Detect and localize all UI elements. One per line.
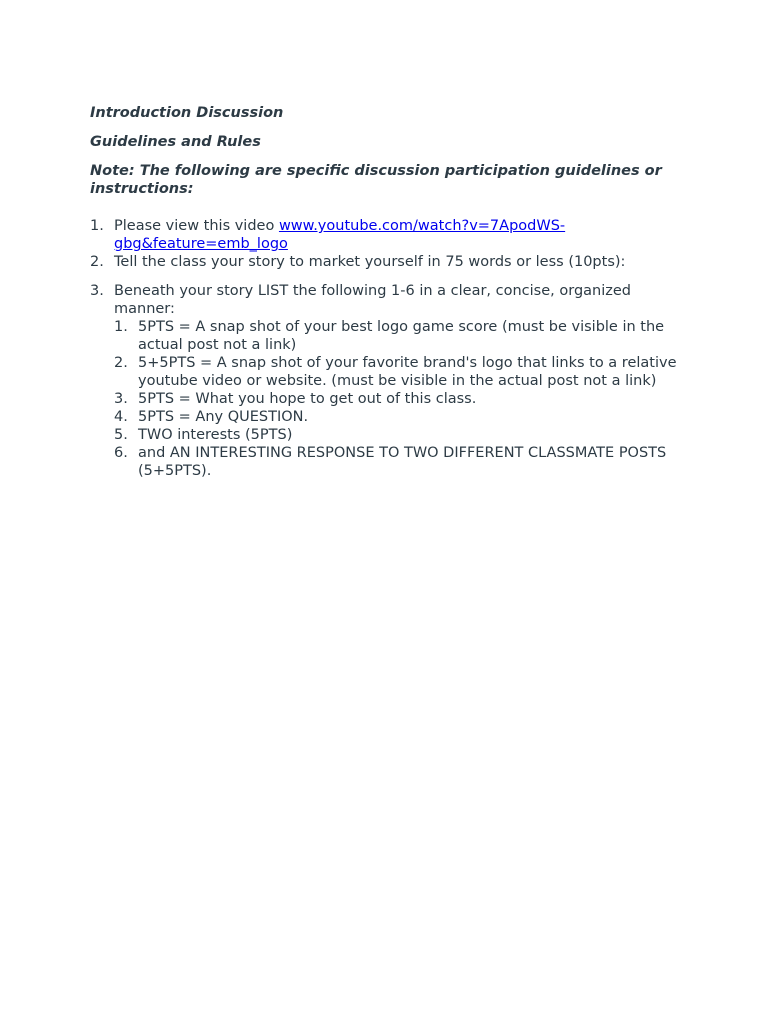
discussion-content — [90, 104, 680, 480]
sub-list-item-text: 5PTS = A snap shot of your best logo game score (must be visible in the actual post not a link) — [138, 319, 665, 353]
sub-list-item — [114, 408, 680, 426]
list-number: 6. — [114, 445, 128, 461]
sub-list-item-text: 5PTS = Any QUESTION. — [138, 409, 309, 425]
sub-list-item-text: and AN INTERESTING RESPONSE TO TWO DIFFERENT CLASSMATE POSTS (5+5PTS). — [138, 445, 667, 479]
sub-list-item — [114, 354, 680, 390]
list-item-text: Tell the class your story to market yourself in 75 words or less (10pts): — [114, 254, 626, 270]
list-item-text: Beneath your story LIST the following 1-6 in a clear, concise, organized manner: — [114, 283, 632, 317]
list-item — [90, 217, 680, 253]
page-subtitle: Guidelines and Rules — [90, 134, 261, 150]
list-number: 2. — [114, 355, 128, 371]
list-number: 3. — [114, 391, 128, 407]
sub-list-item — [114, 426, 680, 444]
list-item — [90, 282, 680, 480]
list-number: 1. — [114, 319, 128, 335]
sub-list-item — [114, 444, 680, 480]
youtube-video-link[interactable]: www.youtube.com/watch?v=7ApodWS-gbg&feature=emb_logo — [114, 218, 566, 252]
sub-instructions-list — [114, 318, 680, 480]
list-number: 4. — [114, 409, 128, 425]
list-item — [90, 253, 680, 271]
list-number: 1. — [90, 218, 104, 234]
list-number: 5. — [114, 427, 128, 443]
list-item-text: Please view this video — [114, 218, 279, 234]
instructions-list — [90, 217, 680, 480]
sub-list-item-text: TWO interests (5PTS) — [138, 427, 293, 443]
sub-list-item-text: 5+5PTS = A snap shot of your favorite brand's logo that links to a relative youtube video or website. (must be visible in the actual post not a link) — [138, 355, 677, 389]
list-number: 2. — [90, 254, 104, 270]
sub-list-item — [114, 390, 680, 408]
page-title: Introduction Discussion — [90, 105, 284, 121]
sub-list-item-text: 5PTS = What you hope to get out of this class. — [138, 391, 477, 407]
sub-list-item — [114, 318, 680, 354]
note-text: Note: The following are specific discussion participation guidelines or instructions: — [90, 163, 662, 197]
list-number: 3. — [90, 283, 104, 299]
